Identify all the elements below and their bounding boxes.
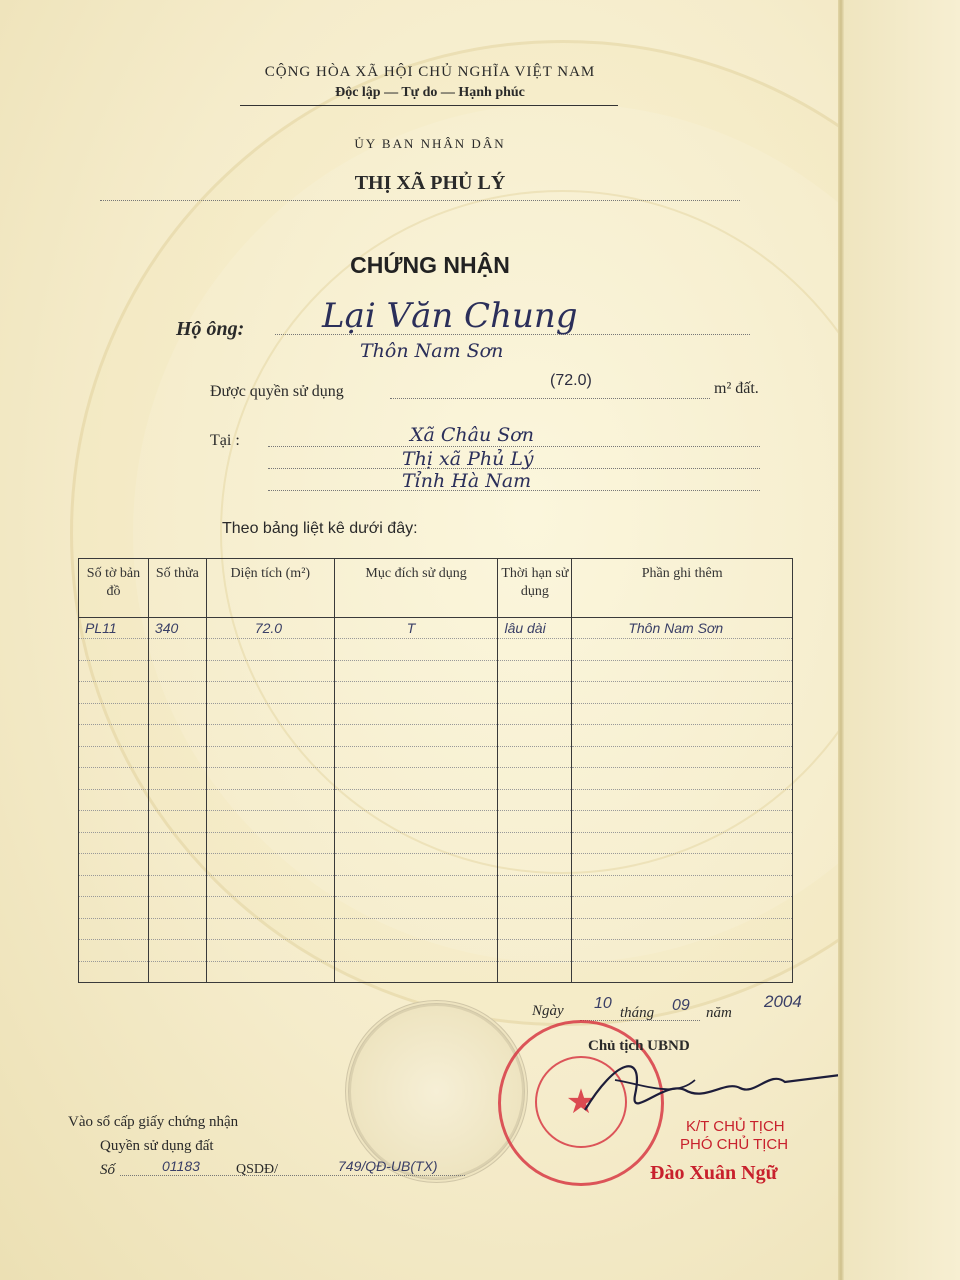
cell-notes: Thôn Nam Sơn (572, 618, 793, 639)
empty-row (79, 725, 793, 747)
signer-deputy: PHÓ CHỦ TỊCH (680, 1136, 789, 1153)
date-year-label: năm (706, 1005, 732, 1021)
registry-decision: 749/QĐ-UB(TX) (338, 1158, 438, 1174)
signer-name: Đào Xuân Ngữ (650, 1162, 778, 1184)
date-year: 2004 (764, 992, 802, 1011)
empty-row (79, 746, 793, 768)
owner-village: Thôn Nam Sơn (360, 340, 504, 362)
empty-row (79, 811, 793, 833)
locality-title: THỊ XÃ PHỦ LÝ (354, 172, 506, 194)
date-month-label: tháng (620, 1005, 655, 1021)
usage-label: Được quyền sử dụng (210, 383, 344, 400)
col-header-notes: Phần ghi thêm (572, 559, 793, 618)
signer-kt: K/T CHỦ TỊCH (686, 1118, 785, 1135)
table-intro: Theo bảng liệt kê dưới đây: (222, 520, 418, 537)
date-day: 10 (594, 995, 612, 1012)
star-icon: ★ (535, 1056, 627, 1148)
empty-row (79, 854, 793, 876)
col-header-area: Diện tích (m²) (206, 559, 334, 618)
col-header-purpose: Mục đích sử dụng (334, 559, 498, 618)
signature-icon (555, 1040, 885, 1130)
empty-row (79, 703, 793, 725)
empty-row (79, 832, 793, 854)
owner-name: Lại Văn Chung (322, 296, 578, 336)
col-header-map-sheet: Số tờ bản đồ (79, 559, 149, 618)
empty-row (79, 660, 793, 682)
date-day-label: Ngày (532, 1003, 564, 1019)
cell-map-sheet: PL11 (79, 618, 149, 639)
dotted-line (100, 200, 740, 201)
registry-line1: Vào sổ cấp giấy chứng nhận (68, 1114, 239, 1130)
dotted-line (268, 446, 760, 447)
usage-unit: m² đất. (714, 380, 759, 397)
location-commune: Xã Châu Sơn (410, 424, 534, 446)
table-header-row (79, 559, 793, 618)
empty-row (79, 789, 793, 811)
document-title: CHỨNG NHẬN (350, 252, 510, 278)
empty-row (79, 961, 793, 983)
registry-line2: Quyền sử dụng đất (100, 1138, 214, 1154)
signer-role: Chủ tịch UBND (588, 1038, 690, 1054)
location-town: Thị xã Phủ Lý (402, 448, 534, 470)
adjacent-page (844, 0, 960, 1280)
cell-term: lâu dài (498, 618, 572, 639)
cell-area: 72.0 (206, 618, 334, 639)
cell-parcel: 340 (148, 618, 206, 639)
cell-purpose: T (334, 618, 498, 639)
registry-number: 01183 (162, 1158, 200, 1174)
dotted-line (390, 398, 710, 399)
location-province: Tỉnh Hà Nam (402, 470, 532, 492)
col-header-term: Thời hạn sử dụng (498, 559, 572, 618)
empty-row (79, 682, 793, 704)
empty-row (79, 918, 793, 940)
dotted-line (120, 1175, 465, 1176)
empty-row (79, 639, 793, 661)
registry-code: QSDĐ/ (236, 1162, 279, 1177)
date-month: 09 (672, 997, 690, 1014)
empty-row (79, 897, 793, 919)
motto-underline (240, 105, 618, 106)
usage-area: (72.0) (550, 372, 592, 389)
land-table (78, 558, 793, 983)
motto: Độc lập — Tự do — Hạnh phúc (335, 85, 525, 100)
col-header-parcel: Số thửa (148, 559, 206, 618)
empty-row (79, 768, 793, 790)
registry-so-label: Số (100, 1162, 115, 1178)
country-heading: CỘNG HÒA XÃ HỘI CHỦ NGHĨA VIỆT NAM (264, 64, 596, 80)
owner-label: Hộ ông: (176, 318, 245, 340)
location-label: Tại : (210, 432, 240, 449)
empty-row (79, 875, 793, 897)
committee-label: ỦY BAN NHÂN DÂN (354, 136, 506, 151)
empty-row (79, 940, 793, 962)
table-row (79, 618, 793, 639)
